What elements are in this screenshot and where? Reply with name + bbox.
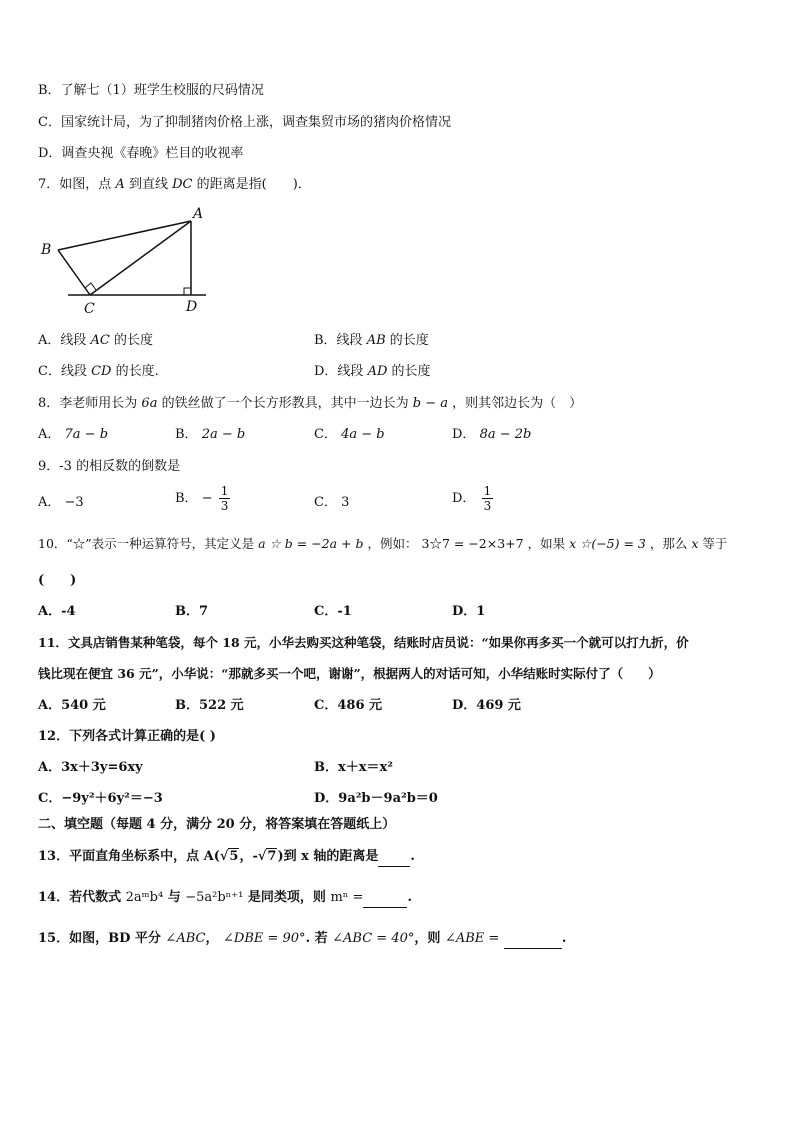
right-angle-mark-d (184, 288, 191, 295)
q12-stem: 12．下列各式计算正确的是( ) (38, 729, 216, 744)
label-c: C (84, 301, 95, 317)
right-angle-mark-c (85, 283, 96, 290)
label-b: B (41, 242, 52, 258)
q15-stem: 15．如图，BD 平分 ∠ABC， ∠DBE = 90°. 若 ∠ABC = 40°，则 ∠ABE = . (38, 930, 566, 949)
q9-stem: 9．-3 的相反数的倒数是 (38, 459, 181, 474)
q8-option-b: B． 2a − b (175, 427, 246, 442)
q7-stem: 7．如图，点 A 到直线 DC 的距离是指( )． (38, 177, 311, 192)
q11-stem-line2: 钱比现在便宜 36 元”，小华说：“那就多买一个吧，谢谢”，根据两人的对话可知，小华结账时实际付了（ ） (38, 666, 661, 681)
q6-option-c: C．国家统计局，为了抑制猪肉价格上涨，调查集贸市场的猪肉价格情况 (38, 115, 451, 130)
q9-option-a: A． −3 (38, 495, 84, 510)
label-a: A (193, 206, 204, 222)
q6-option-b: B．了解七（1）班学生校服的尺码情况 (38, 83, 264, 98)
q12-option-b: B．x＋x＝x² (314, 760, 393, 775)
sqrt-expr: √5 (219, 849, 239, 864)
q10-answer-paren: ( ) (38, 573, 77, 588)
q7-option-a: A．线段 AC 的长度 (38, 333, 154, 348)
q8-option-a: A． 7a − b (38, 427, 109, 442)
q12-option-a: A．3x＋3y=6xy (38, 760, 143, 775)
answer-blank (504, 930, 562, 949)
q10-option-b: B．7 (175, 604, 209, 619)
q8-option-d: D． 8a − 2b (452, 427, 532, 442)
q10-option-c: C．-1 (314, 604, 352, 619)
q11-option-a: A．540 元 (38, 698, 106, 713)
q7-geometry-figure (36, 202, 226, 322)
section-2-title: 二、填空题（每题 4 分，满分 20 分，将答案填在答题纸上） (38, 817, 396, 832)
q6-option-d: D．调查央视《春晚》栏目的收视率 (38, 146, 244, 161)
q13-stem: 13．平面直角坐标系中，点 A(√5，-√7)到 x 轴的距离是 . (38, 848, 415, 867)
q10-stem: 10．“☆”表示一种运算符号，其定义是 a ☆ b = −2a + b ，例如： 3☆7 = −2×3+7 ，如果 x ☆(−5) = 3 ，那么 x 等于 (38, 536, 728, 551)
fraction: $\frac{1}{3}$ (220, 484, 229, 513)
q11-option-d: D．469 元 (452, 698, 521, 713)
fraction: $\frac{1}{3}$ (483, 484, 492, 513)
q7-option-d: D．线段 AD 的长度 (314, 364, 431, 379)
q7-option-c: C．线段 CD 的长度. (38, 364, 159, 379)
q7-option-b: B．线段 AB 的长度 (314, 333, 429, 348)
q11-option-b: B．522 元 (175, 698, 244, 713)
label-d: D (186, 299, 198, 315)
q12-option-c: C．−9y²＋6y²＝−3 (38, 791, 163, 806)
q9-option-c: C． 3 (314, 495, 350, 510)
q8-option-c: C． 4a − b (314, 427, 385, 442)
q11-stem-line1: 11．文具店销售某种笔袋，每个 18 元，小华去购买这种笔袋，结账时店员说：“如果你再多买一个就可以打九折，价 (38, 635, 689, 650)
q8-stem: 8．李老师用长为 6a 的铁丝做了一个长方形教具，其中一边长为 b − a ，则其邻边长为（ ） (38, 396, 583, 411)
q14-stem: 14．若代数式 2aᵐb⁴ 与 −5a²bⁿ⁺¹ 是同类项，则 mⁿ = . (38, 889, 412, 908)
q12-option-d: D．9a²b－9a²b＝0 (314, 791, 438, 806)
q11-option-c: C．486 元 (314, 698, 383, 713)
answer-blank (378, 848, 410, 867)
q9-option-d: D． $\frac{1}{3}$ (452, 484, 492, 513)
q10-option-d: D．1 (452, 604, 486, 619)
sqrt-expr: √7 (257, 849, 277, 864)
q10-option-a: A．-4 (38, 604, 76, 619)
answer-blank (363, 889, 407, 908)
q9-option-b: B． − $\frac{1}{3}$ (175, 484, 229, 513)
segment-bc (58, 250, 90, 295)
